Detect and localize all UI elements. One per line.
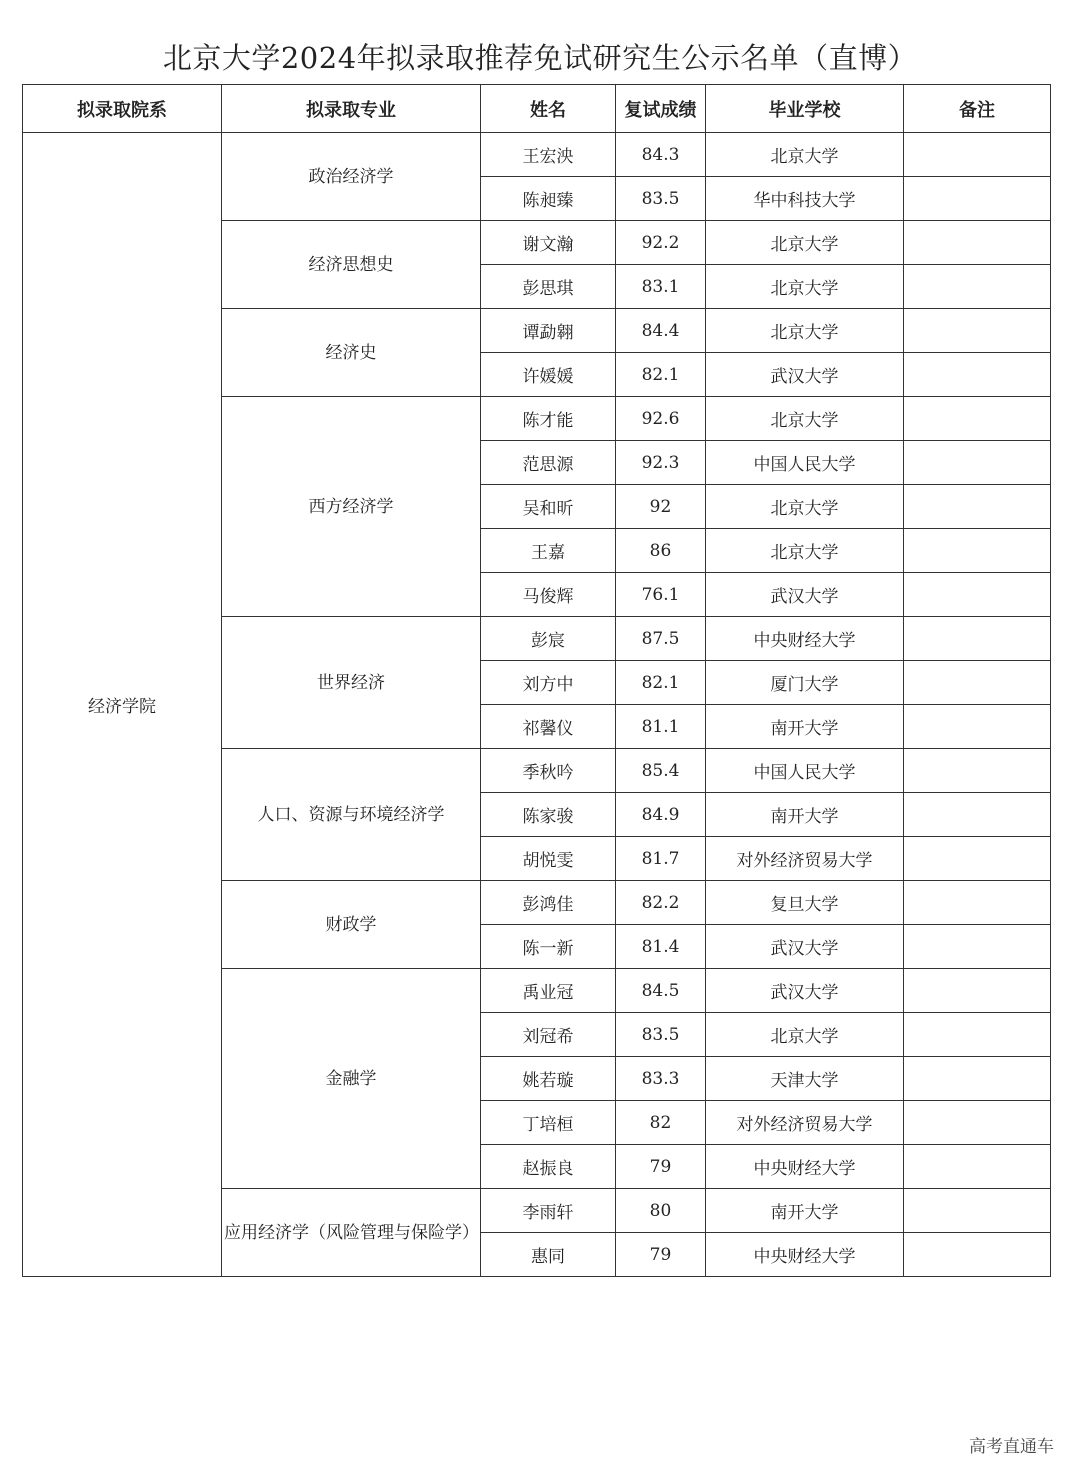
score-cell: 76.1 [616, 573, 706, 617]
score-cell: 92 [616, 485, 706, 529]
name-cell: 陈家骏 [481, 793, 616, 837]
school-cell: 北京大学 [706, 1013, 904, 1057]
school-cell: 对外经济贸易大学 [706, 1101, 904, 1145]
name-cell: 许媛媛 [481, 353, 616, 397]
score-cell: 92.2 [616, 221, 706, 265]
name-cell: 彭宸 [481, 617, 616, 661]
remark-cell [904, 133, 1051, 177]
admission-table [22, 84, 1051, 1277]
score-cell: 83.5 [616, 177, 706, 221]
score-cell: 79 [616, 1145, 706, 1189]
name-cell: 彭思琪 [481, 265, 616, 309]
major-cell: 西方经济学 [222, 397, 481, 617]
score-cell: 83.5 [616, 1013, 706, 1057]
remark-cell [904, 1013, 1051, 1057]
name-cell: 陈昶臻 [481, 177, 616, 221]
remark-cell [904, 529, 1051, 573]
name-cell: 李雨轩 [481, 1189, 616, 1233]
remark-cell [904, 1101, 1051, 1145]
name-cell: 范思源 [481, 441, 616, 485]
remark-cell [904, 441, 1051, 485]
score-cell: 81.4 [616, 925, 706, 969]
score-cell: 85.4 [616, 749, 706, 793]
name-cell: 季秋吟 [481, 749, 616, 793]
remark-cell [904, 1233, 1051, 1277]
header-major: 拟录取专业 [222, 85, 481, 133]
remark-cell [904, 485, 1051, 529]
school-cell: 北京大学 [706, 221, 904, 265]
score-cell: 84.4 [616, 309, 706, 353]
school-cell: 北京大学 [706, 265, 904, 309]
remark-cell [904, 749, 1051, 793]
score-cell: 84.9 [616, 793, 706, 837]
remark-cell [904, 793, 1051, 837]
major-cell: 世界经济 [222, 617, 481, 749]
remark-cell [904, 617, 1051, 661]
name-cell: 王嘉 [481, 529, 616, 573]
name-cell: 王宏泱 [481, 133, 616, 177]
remark-cell [904, 705, 1051, 749]
score-cell: 84.3 [616, 133, 706, 177]
header-score: 复试成绩 [616, 85, 706, 133]
remark-cell [904, 1057, 1051, 1101]
name-cell: 祁馨仪 [481, 705, 616, 749]
school-cell: 北京大学 [706, 133, 904, 177]
remark-cell [904, 177, 1051, 221]
remark-cell [904, 969, 1051, 1013]
score-cell: 83.3 [616, 1057, 706, 1101]
score-cell: 82 [616, 1101, 706, 1145]
name-cell: 惠同 [481, 1233, 616, 1277]
remark-cell [904, 1189, 1051, 1233]
school-cell: 中国人民大学 [706, 749, 904, 793]
remark-cell [904, 925, 1051, 969]
name-cell: 刘冠希 [481, 1013, 616, 1057]
name-cell: 丁培桓 [481, 1101, 616, 1145]
remark-cell [904, 1145, 1051, 1189]
score-cell: 86 [616, 529, 706, 573]
school-cell: 武汉大学 [706, 353, 904, 397]
score-cell: 79 [616, 1233, 706, 1277]
major-cell: 政治经济学 [222, 133, 481, 221]
name-cell: 禹业冠 [481, 969, 616, 1013]
name-cell: 陈一新 [481, 925, 616, 969]
school-cell: 中央财经大学 [706, 1233, 904, 1277]
remark-cell [904, 661, 1051, 705]
remark-cell [904, 573, 1051, 617]
score-cell: 87.5 [616, 617, 706, 661]
school-cell: 厦门大学 [706, 661, 904, 705]
school-cell: 中央财经大学 [706, 1145, 904, 1189]
school-cell: 中国人民大学 [706, 441, 904, 485]
score-cell: 92.6 [616, 397, 706, 441]
school-cell: 南开大学 [706, 793, 904, 837]
school-cell: 对外经济贸易大学 [706, 837, 904, 881]
score-cell: 84.5 [616, 969, 706, 1013]
name-cell: 陈才能 [481, 397, 616, 441]
score-cell: 81.7 [616, 837, 706, 881]
department-cell: 经济学院 [23, 133, 222, 1277]
name-cell: 谭勐翱 [481, 309, 616, 353]
school-cell: 天津大学 [706, 1057, 904, 1101]
school-cell: 南开大学 [706, 1189, 904, 1233]
page-title: 北京大学2024年拟录取推荐免试研究生公示名单（直博） [162, 41, 918, 75]
name-cell: 姚若璇 [481, 1057, 616, 1101]
school-cell: 北京大学 [706, 529, 904, 573]
score-cell: 80 [616, 1189, 706, 1233]
score-cell: 92.3 [616, 441, 706, 485]
remark-cell [904, 881, 1051, 925]
major-cell: 经济思想史 [222, 221, 481, 309]
name-cell: 胡悦雯 [481, 837, 616, 881]
school-cell: 北京大学 [706, 397, 904, 441]
header-name: 姓名 [481, 85, 616, 133]
score-cell: 82.1 [616, 661, 706, 705]
remark-cell [904, 265, 1051, 309]
name-cell: 赵振良 [481, 1145, 616, 1189]
remark-cell [904, 353, 1051, 397]
remark-cell [904, 837, 1051, 881]
remark-cell [904, 397, 1051, 441]
school-cell: 中央财经大学 [706, 617, 904, 661]
school-cell: 华中科技大学 [706, 177, 904, 221]
table-header-row [23, 85, 1051, 133]
school-cell: 武汉大学 [706, 969, 904, 1013]
score-cell: 82.2 [616, 881, 706, 925]
name-cell: 谢文瀚 [481, 221, 616, 265]
school-cell: 武汉大学 [706, 925, 904, 969]
name-cell: 马俊辉 [481, 573, 616, 617]
name-cell: 彭鸿佳 [481, 881, 616, 925]
school-cell: 北京大学 [706, 309, 904, 353]
score-cell: 82.1 [616, 353, 706, 397]
major-cell: 人口、资源与环境经济学 [222, 749, 481, 881]
school-cell: 北京大学 [706, 485, 904, 529]
school-cell: 复旦大学 [706, 881, 904, 925]
header-remark: 备注 [904, 85, 1051, 133]
name-cell: 吴和昕 [481, 485, 616, 529]
score-cell: 81.1 [616, 705, 706, 749]
major-cell: 财政学 [222, 881, 481, 969]
header-school: 毕业学校 [706, 85, 904, 133]
table-row [23, 133, 1051, 177]
major-cell: 金融学 [222, 969, 481, 1189]
major-cell: 应用经济学（风险管理与保险学） [222, 1189, 481, 1277]
header-department: 拟录取院系 [23, 85, 222, 133]
remark-cell [904, 221, 1051, 265]
school-cell: 武汉大学 [706, 573, 904, 617]
watermark-text: 高考直通车 [969, 1437, 1054, 1457]
school-cell: 南开大学 [706, 705, 904, 749]
score-cell: 83.1 [616, 265, 706, 309]
name-cell: 刘方中 [481, 661, 616, 705]
major-cell: 经济史 [222, 309, 481, 397]
remark-cell [904, 309, 1051, 353]
